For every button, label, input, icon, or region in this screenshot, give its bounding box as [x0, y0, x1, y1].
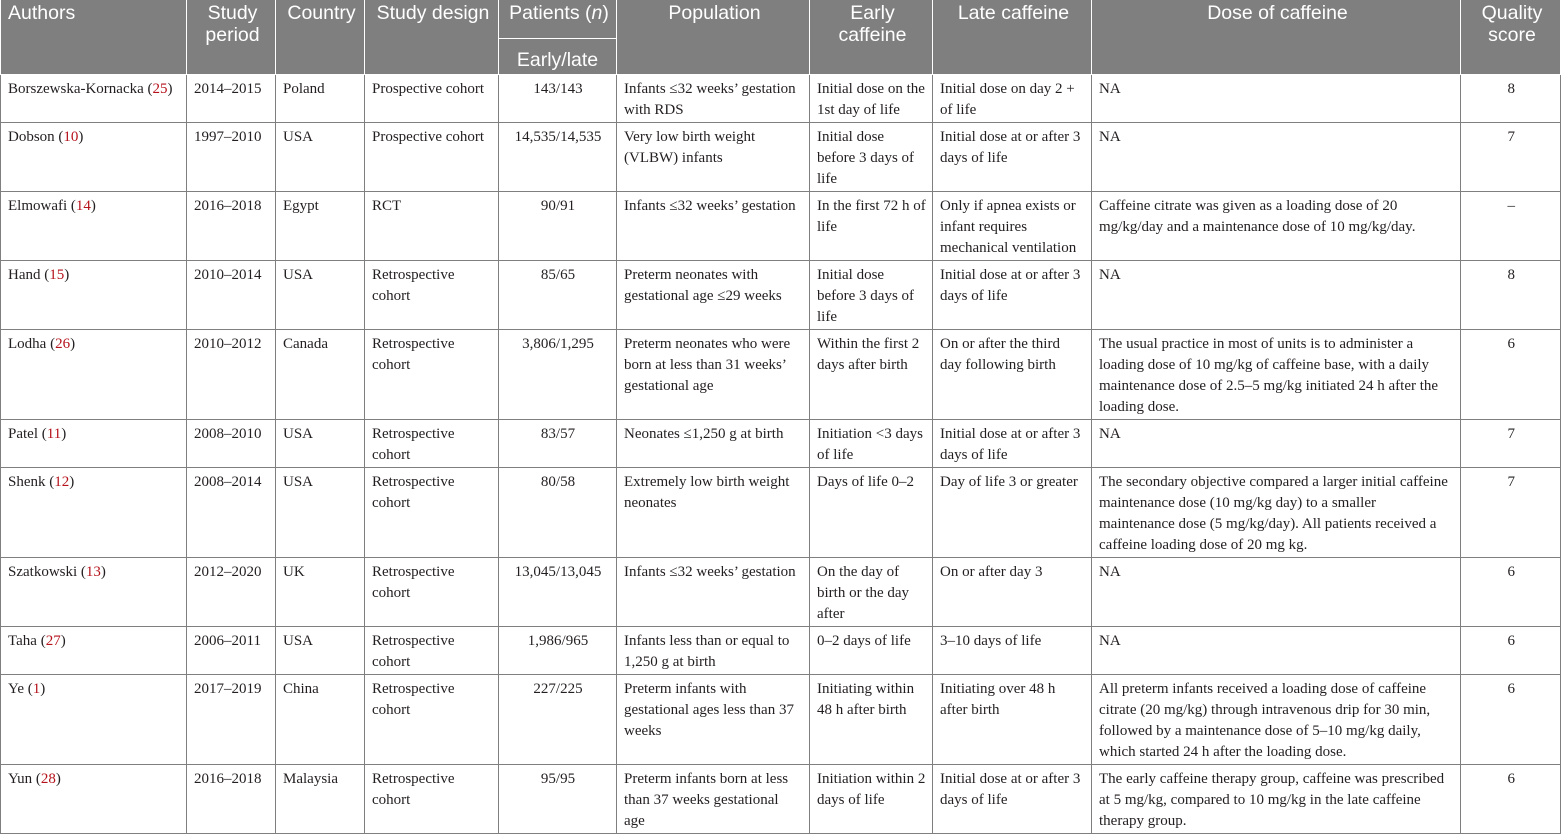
cell-dose-of-caffeine: The early caffeine therapy group, caffeine was prescribed at 5 mg/kg, compared to 10 mg/kg in the late caffeine therapy group. — [1092, 764, 1461, 833]
cell-study-period: 2016–2018 — [187, 764, 276, 833]
cell-patients: 80/58 — [499, 467, 617, 557]
reference-link[interactable]: 13 — [85, 563, 101, 580]
cell-population: Infants ≤32 weeks’ gestation — [617, 191, 810, 260]
cell-country: UK — [276, 557, 365, 626]
table-row — [1, 329, 1561, 419]
patients-suffix: ) — [602, 2, 609, 24]
cell-study-period: 1997–2010 — [187, 122, 276, 191]
col-header-study-design: Study design — [365, 0, 499, 74]
cell-population: Extremely low birth weight neonates — [617, 467, 810, 557]
author-name: Patel — [8, 425, 38, 442]
cell-early-caffeine: Initiating within 48 h after birth — [810, 674, 933, 764]
table-row — [1, 191, 1561, 260]
cell-author: Elmowafi (14) — [1, 191, 187, 260]
cell-dose-of-caffeine: The usual practice in most of units is to administer a loading dose of 10 mg/kg of caffeine base, with a daily maintenance dose of 2.5–5 mg/kg initiated 24 h after the loading dose. — [1092, 329, 1461, 419]
cell-patients: 13,045/13,045 — [499, 557, 617, 626]
cell-quality-score: 6 — [1461, 626, 1561, 674]
table-row — [1, 557, 1561, 626]
cell-population: Preterm infants with gestational ages less than 37 weeks — [617, 674, 810, 764]
cell-author: Dobson (10) — [1, 122, 187, 191]
author-name: Yun — [8, 770, 33, 787]
author-name: Hand — [8, 266, 41, 283]
cell-late-caffeine: Initial dose at or after 3 days of life — [933, 419, 1092, 467]
cell-study-design: Retrospective cohort — [365, 764, 499, 833]
cell-early-caffeine: Initiation within 2 days of life — [810, 764, 933, 833]
cell-study-design: Retrospective cohort — [365, 557, 499, 626]
cell-late-caffeine: Initiating over 48 h after birth — [933, 674, 1092, 764]
table-row — [1, 674, 1561, 764]
col-header-country: Country — [276, 0, 365, 74]
cell-early-caffeine: In the first 72 h of life — [810, 191, 933, 260]
cell-early-caffeine: Initiation <3 days of life — [810, 419, 933, 467]
cell-early-caffeine: Days of life 0–2 — [810, 467, 933, 557]
cell-country: Poland — [276, 74, 365, 122]
cell-population: Preterm neonates who were born at less than 31 weeks’ gestational age — [617, 329, 810, 419]
reference-link[interactable]: 11 — [46, 425, 62, 442]
reference-link[interactable]: 1 — [32, 680, 41, 697]
cell-study-period: 2012–2020 — [187, 557, 276, 626]
cell-study-period: 2008–2010 — [187, 419, 276, 467]
cell-dose-of-caffeine: NA — [1092, 122, 1461, 191]
col-header-dose-of-caffeine: Dose of caffeine — [1092, 0, 1461, 74]
table-header-row — [1, 0, 1561, 38]
reference-link[interactable]: 15 — [49, 266, 65, 283]
cell-early-caffeine: Initial dose on the 1st day of life — [810, 74, 933, 122]
cell-country: Canada — [276, 329, 365, 419]
table-row — [1, 122, 1561, 191]
cell-country: Egypt — [276, 191, 365, 260]
cell-early-caffeine: 0–2 days of life — [810, 626, 933, 674]
cell-quality-score: 6 — [1461, 329, 1561, 419]
col-header-early-late: Early/late — [499, 38, 617, 74]
cell-study-design: Retrospective cohort — [365, 260, 499, 329]
author-name: Lodha — [8, 335, 47, 352]
cell-dose-of-caffeine: NA — [1092, 260, 1461, 329]
table-body — [1, 74, 1561, 833]
cell-late-caffeine: On or after day 3 — [933, 557, 1092, 626]
cell-country: USA — [276, 260, 365, 329]
table-row — [1, 467, 1561, 557]
cell-patients: 3,806/1,295 — [499, 329, 617, 419]
cell-population: Infants less than or equal to 1,250 g at birth — [617, 626, 810, 674]
col-header-study-period: Study period — [187, 0, 276, 74]
cell-study-design: Prospective cohort — [365, 122, 499, 191]
cell-population: Infants ≤32 weeks’ gestation — [617, 557, 810, 626]
cell-late-caffeine: On or after the third day following birth — [933, 329, 1092, 419]
cell-dose-of-caffeine: All preterm infants received a loading dose of caffeine citrate (20 mg/kg) through intravenous drip for 30 min, followed by a maintenance dose of 5–10 mg/kg daily, which started 24 h after the loading dose. — [1092, 674, 1461, 764]
author-name: Borszewska-Kornacka — [8, 80, 144, 97]
table-row — [1, 419, 1561, 467]
patients-n: n — [591, 2, 603, 24]
cell-early-caffeine: Initial dose before 3 days of life — [810, 260, 933, 329]
author-name: Szatkowski — [8, 563, 78, 580]
cell-author: Ye (1) — [1, 674, 187, 764]
col-header-quality-score: Quality score — [1461, 0, 1561, 74]
col-header-authors: Authors — [1, 0, 187, 74]
cell-late-caffeine: Initial dose at or after 3 days of life — [933, 260, 1092, 329]
author-name: Taha — [8, 632, 37, 649]
col-header-population: Population — [617, 0, 810, 74]
cell-late-caffeine: 3–10 days of life — [933, 626, 1092, 674]
reference-link[interactable]: 14 — [75, 197, 91, 214]
col-header-patients — [499, 0, 617, 38]
cell-patients: 85/65 — [499, 260, 617, 329]
cell-study-design: Retrospective cohort — [365, 467, 499, 557]
cell-study-design: Retrospective cohort — [365, 329, 499, 419]
cell-country: China — [276, 674, 365, 764]
cell-study-period: 2006–2011 — [187, 626, 276, 674]
table-row — [1, 626, 1561, 674]
cell-author: Lodha (26) — [1, 329, 187, 419]
cell-study-design: RCT — [365, 191, 499, 260]
cell-author: Borszewska-Kornacka (25) — [1, 74, 187, 122]
reference-link[interactable]: 28 — [40, 770, 56, 787]
author-name: Dobson — [8, 128, 55, 145]
cell-study-design: Retrospective cohort — [365, 626, 499, 674]
cell-quality-score: 8 — [1461, 74, 1561, 122]
cell-country: USA — [276, 122, 365, 191]
cell-population: Preterm neonates with gestational age ≤29 weeks — [617, 260, 810, 329]
cell-author: Patel (11) — [1, 419, 187, 467]
cell-study-period: 2014–2015 — [187, 74, 276, 122]
reference-link[interactable]: 10 — [63, 128, 79, 145]
cell-patients: 95/95 — [499, 764, 617, 833]
reference-link[interactable]: 25 — [152, 80, 168, 97]
cell-patients: 143/143 — [499, 74, 617, 122]
cell-patients: 1,986/965 — [499, 626, 617, 674]
cell-quality-score: 6 — [1461, 764, 1561, 833]
cell-study-period: 2008–2014 — [187, 467, 276, 557]
cell-patients: 83/57 — [499, 419, 617, 467]
col-header-early-caffeine: Early caffeine — [810, 0, 933, 74]
cell-country: USA — [276, 626, 365, 674]
cell-country: USA — [276, 467, 365, 557]
cell-author: Hand (15) — [1, 260, 187, 329]
cell-author: Szatkowski (13) — [1, 557, 187, 626]
cell-quality-score: 8 — [1461, 260, 1561, 329]
cell-late-caffeine: Initial dose at or after 3 days of life — [933, 122, 1092, 191]
cell-dose-of-caffeine: NA — [1092, 74, 1461, 122]
cell-study-period: 2016–2018 — [187, 191, 276, 260]
cell-study-period: 2017–2019 — [187, 674, 276, 764]
reference-link[interactable]: 12 — [54, 473, 70, 490]
cell-study-design: Retrospective cohort — [365, 674, 499, 764]
reference-link[interactable]: 26 — [55, 335, 71, 352]
cell-patients: 227/225 — [499, 674, 617, 764]
cell-quality-score: 7 — [1461, 467, 1561, 557]
cell-late-caffeine: Day of life 3 or greater — [933, 467, 1092, 557]
author-name: Shenk — [8, 473, 46, 490]
cell-study-period: 2010–2012 — [187, 329, 276, 419]
cell-author: Taha (27) — [1, 626, 187, 674]
cell-population: Neonates ≤1,250 g at birth — [617, 419, 810, 467]
author-name: Elmowafi — [8, 197, 68, 214]
cell-author: Yun (28) — [1, 764, 187, 833]
cell-country: USA — [276, 419, 365, 467]
cell-study-design: Retrospective cohort — [365, 419, 499, 467]
cell-early-caffeine: Initial dose before 3 days of life — [810, 122, 933, 191]
author-name: Ye — [8, 680, 24, 697]
col-header-late-caffeine: Late caffeine — [933, 0, 1092, 74]
cell-dose-of-caffeine: Caffeine citrate was given as a loading dose of 20 mg/kg/day and a maintenance dose of 10 mg/kg/day. — [1092, 191, 1461, 260]
cell-quality-score: 6 — [1461, 557, 1561, 626]
cell-late-caffeine: Only if apnea exists or infant requires mechanical ventilation — [933, 191, 1092, 260]
cell-late-caffeine: Initial dose at or after 3 days of life — [933, 764, 1092, 833]
cell-dose-of-caffeine: The secondary objective compared a larger initial caffeine maintenance dose (10 mg/kg day) to a smaller maintenance dose (5 mg/kg/day). All patients received a caffeine loading dose of 20 mg kg. — [1092, 467, 1461, 557]
table-row — [1, 260, 1561, 329]
cell-country: Malaysia — [276, 764, 365, 833]
cell-population: Infants ≤32 weeks’ gestation with RDS — [617, 74, 810, 122]
cell-early-caffeine: Within the first 2 days after birth — [810, 329, 933, 419]
cell-quality-score: 6 — [1461, 674, 1561, 764]
cell-patients: 14,535/14,535 — [499, 122, 617, 191]
table-row — [1, 764, 1561, 833]
cell-author: Shenk (12) — [1, 467, 187, 557]
cell-quality-score: 7 — [1461, 122, 1561, 191]
cell-patients: 90/91 — [499, 191, 617, 260]
table-row — [1, 74, 1561, 122]
cell-population: Preterm infants born at less than 37 weeks gestational age — [617, 764, 810, 833]
patients-prefix: Patients ( — [509, 2, 592, 24]
reference-link[interactable]: 27 — [45, 632, 61, 649]
cell-quality-score: 7 — [1461, 419, 1561, 467]
cell-population: Very low birth weight (VLBW) infants — [617, 122, 810, 191]
cell-dose-of-caffeine: NA — [1092, 557, 1461, 626]
cell-late-caffeine: Initial dose on day 2 + of life — [933, 74, 1092, 122]
cell-dose-of-caffeine: NA — [1092, 626, 1461, 674]
cell-quality-score: – — [1461, 191, 1561, 260]
cell-study-period: 2010–2014 — [187, 260, 276, 329]
cell-study-design: Prospective cohort — [365, 74, 499, 122]
cell-dose-of-caffeine: NA — [1092, 419, 1461, 467]
cell-early-caffeine: On the day of birth or the day after — [810, 557, 933, 626]
